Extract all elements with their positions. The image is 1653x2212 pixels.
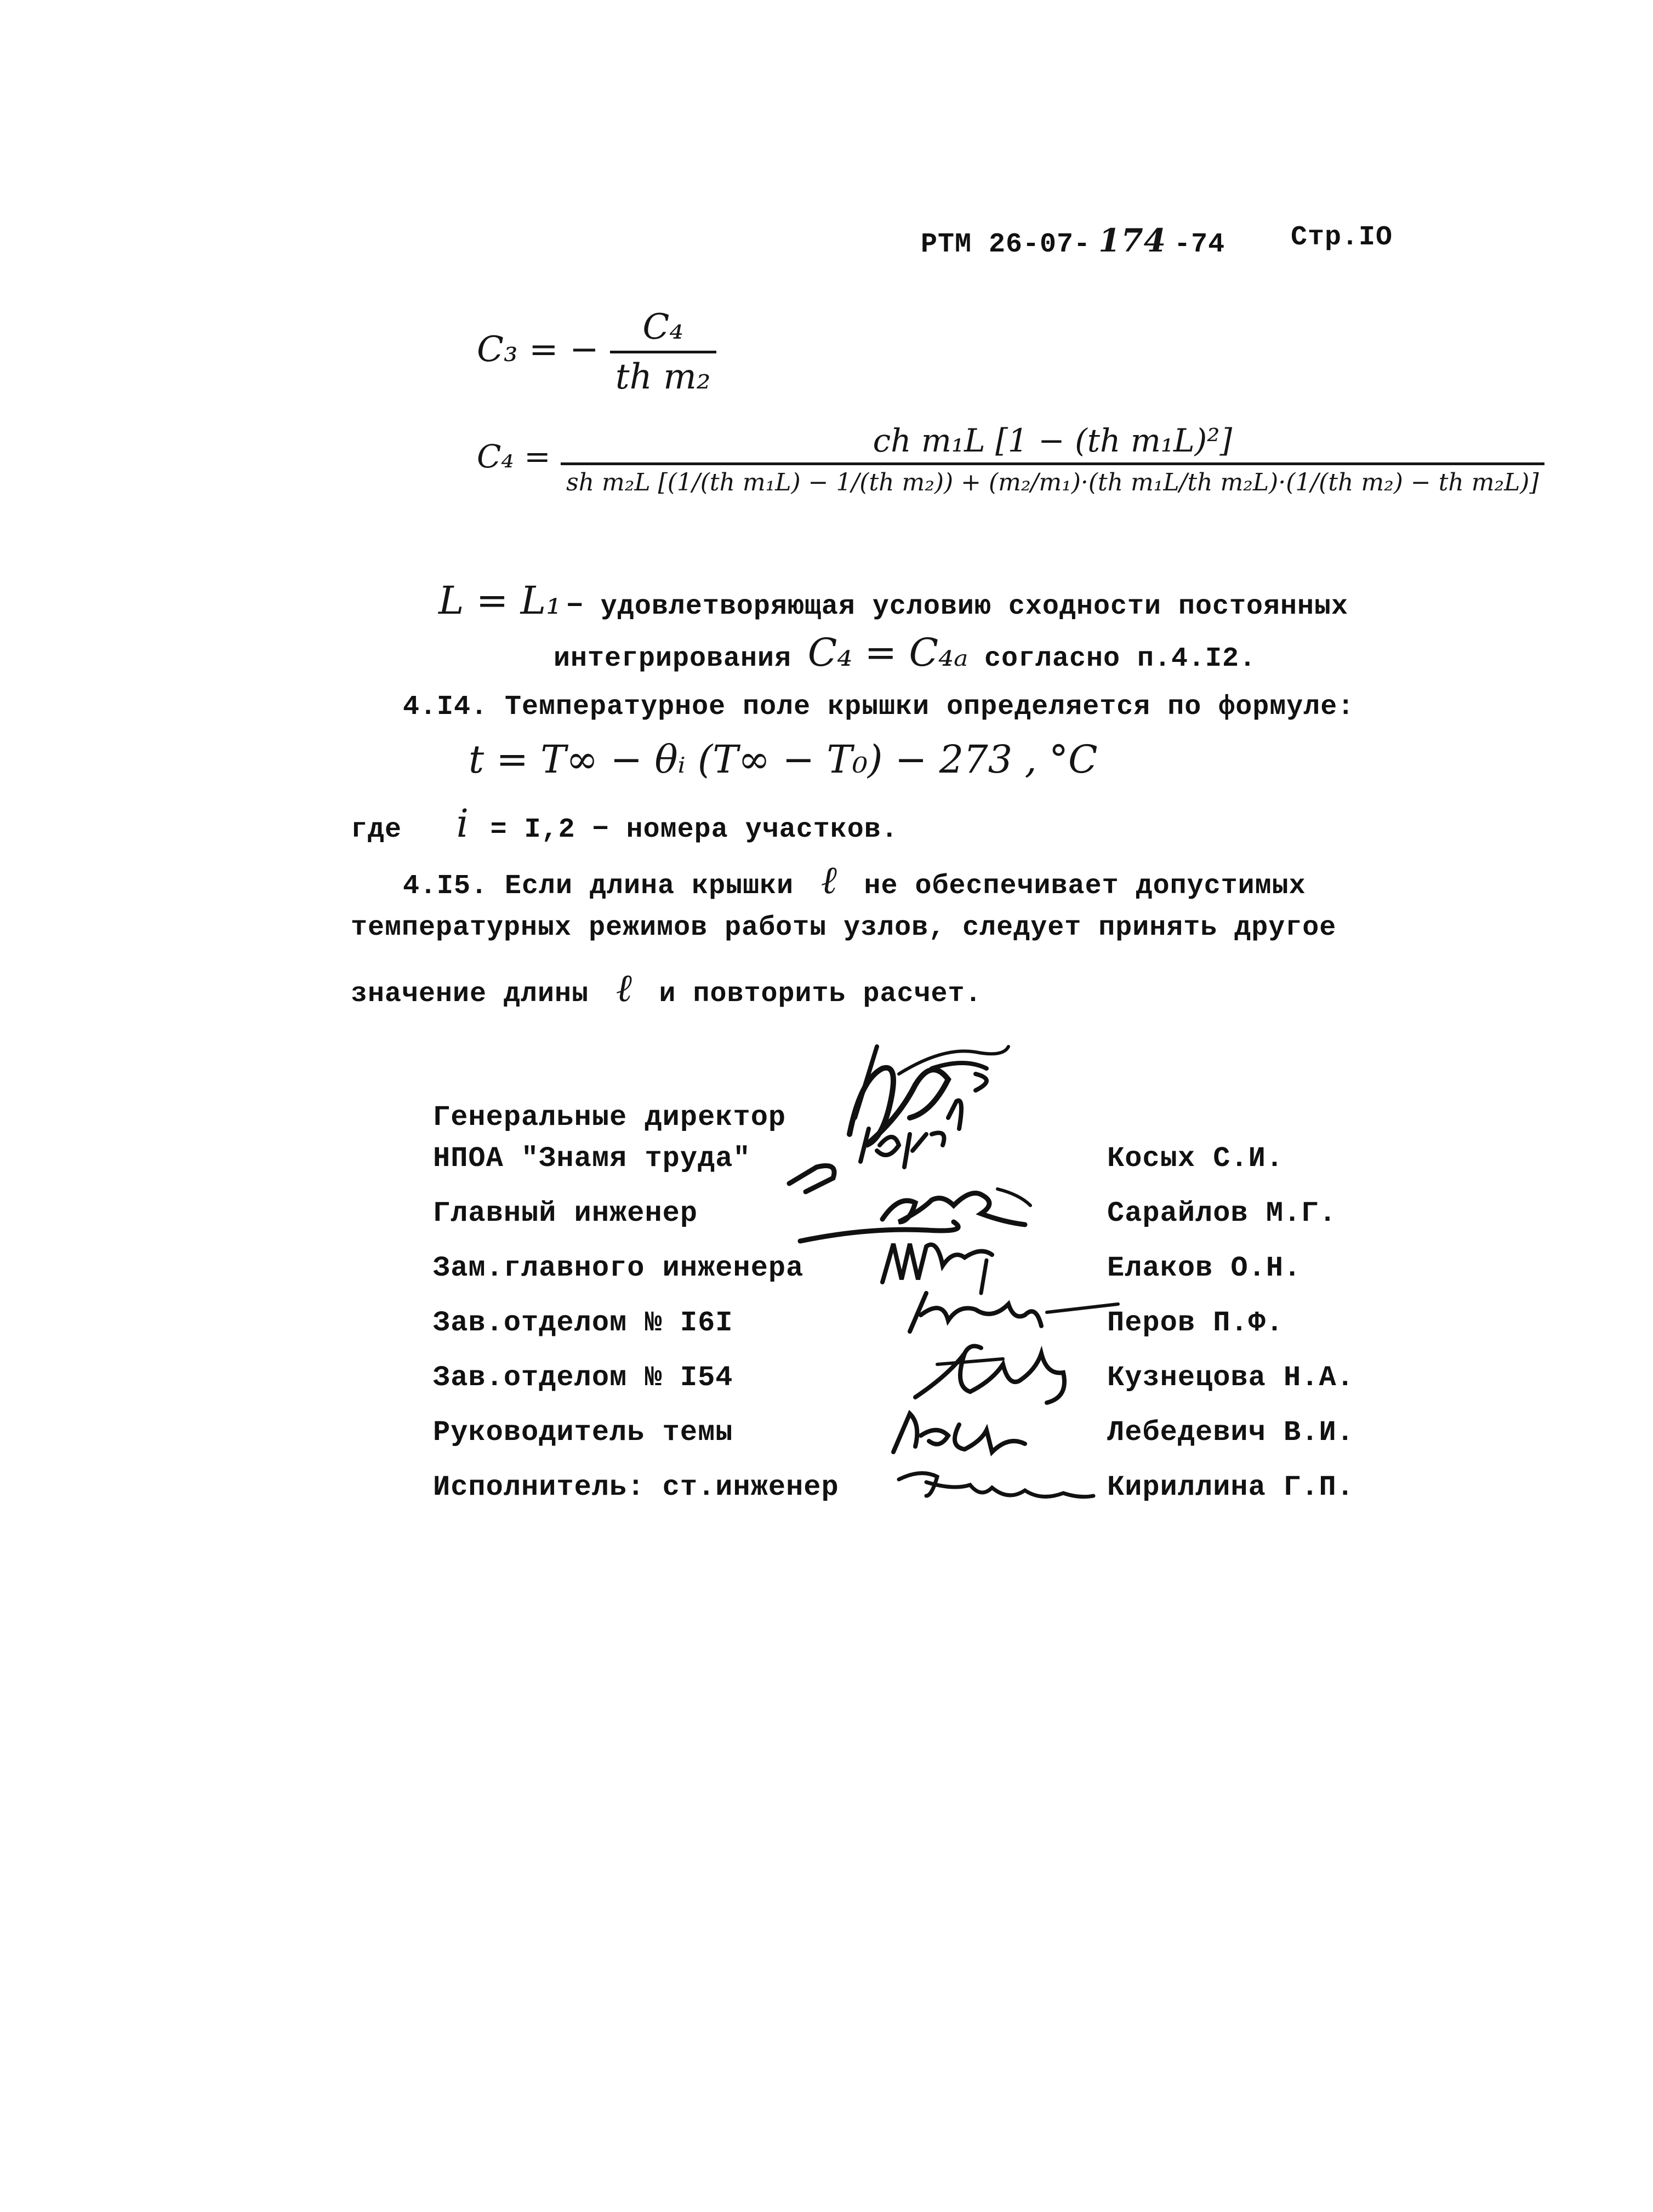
document-code [921,222,1225,260]
where-label: где [351,814,402,845]
p415-text-a: 4.I5. Если длина крышки [403,871,794,902]
signatory-name-7: Кириллина Г.П. [1107,1471,1354,1504]
l-condition-line2 [554,630,1256,675]
formula-c4-denominator: sh m₂L [(1/(th m₁L) − 1/(th m₂)) + (m₂/m₁)·(th m₁L/th m₂L)·(1/(th m₂) − th m₂L)] [561,462,1544,496]
l-condition-text-2b: согласно п.4.I2. [984,643,1257,675]
p415-text-3b: и повторить расчет. [659,979,982,1010]
l-symbol-2: ℓ [615,965,632,1010]
c4-equation: C₄ = C₄ₐ [807,630,968,675]
p415-text-b: не обеспечивает допустимых [864,871,1306,902]
paragraph-4-14: 4.I4. Температурное поле крышки определяется по формуле: [403,691,1355,723]
signature-department-154 [904,1331,1080,1414]
signatory-title-4: Зав.отделом № I6I [433,1307,733,1339]
formula-c3-denominator: th m₂ [610,351,716,397]
formula-c3-numerator: C₄ [642,307,684,347]
signatory-title-5: Зав.отделом № I54 [433,1362,733,1394]
signature-topic-leader [877,1403,1041,1463]
where-text: = I,2 − номера участков. [490,814,898,845]
signatory-name-6: Лебедевич В.И. [1107,1416,1354,1449]
page-number: Стр.IO [1291,222,1393,253]
signatory-name-2: Сарайлов М.Г. [1107,1197,1337,1230]
where-line [351,801,898,846]
l-condition-text-2a: интегрирования [554,643,792,675]
signatory-name-5: Кузнецова Н.А. [1107,1362,1354,1394]
i-symbol: i [456,801,469,846]
paragraph-4-15-line2: температурных режимов работы узлов, следует принять другое [351,912,1337,944]
formula-c3 [477,307,716,397]
signatory-name-4: Перов П.Ф. [1107,1307,1284,1339]
l-condition-text-1: − удовлетворяющая условию сходности постоянных [566,591,1349,622]
signatory-title-6: Руководитель темы [433,1416,733,1449]
l-equation: L = L₁ [438,578,562,623]
signatory-title-1-line1: Генеральные директор [433,1101,786,1134]
formula-c4-numerator: ch m₁L [1 − (th m₁L)²] [873,422,1233,459]
l-condition-line1 [438,578,1348,623]
signatory-title-2: Главный инженер [433,1197,698,1230]
signatory-name-3: Елаков О.Н. [1107,1252,1302,1284]
document-code-number: 174 [1098,222,1167,259]
signatory-title-1-line2: НПОА "Знамя труда" [433,1142,751,1175]
signatory-title-7: Исполнитель: ст.инженер [433,1471,839,1504]
formula-c4-fraction [561,422,1544,496]
formula-c3-lhs: C₃ = − [477,329,599,370]
signature-executor [888,1457,1096,1512]
l-symbol: ℓ [820,858,837,902]
formula-c4-lhs: C₄ = [477,438,551,476]
p415-text-3a: значение длины [351,979,589,1010]
document-code-suffix: -74 [1174,229,1226,260]
document-code-prefix: РТМ 26-07- [921,229,1091,260]
temperature-formula: t = T∞ − θᵢ (T∞ − T₀) − 273 , °C [469,737,1098,782]
signatory-title-3: Зам.главного инженера [433,1252,804,1284]
signatory-name-1: Косых С.И. [1107,1142,1284,1175]
paragraph-4-15-line1 [403,858,1306,903]
formula-c3-fraction [610,307,716,397]
formula-c4 [477,422,1544,496]
paragraph-4-15-line3 [351,965,982,1011]
